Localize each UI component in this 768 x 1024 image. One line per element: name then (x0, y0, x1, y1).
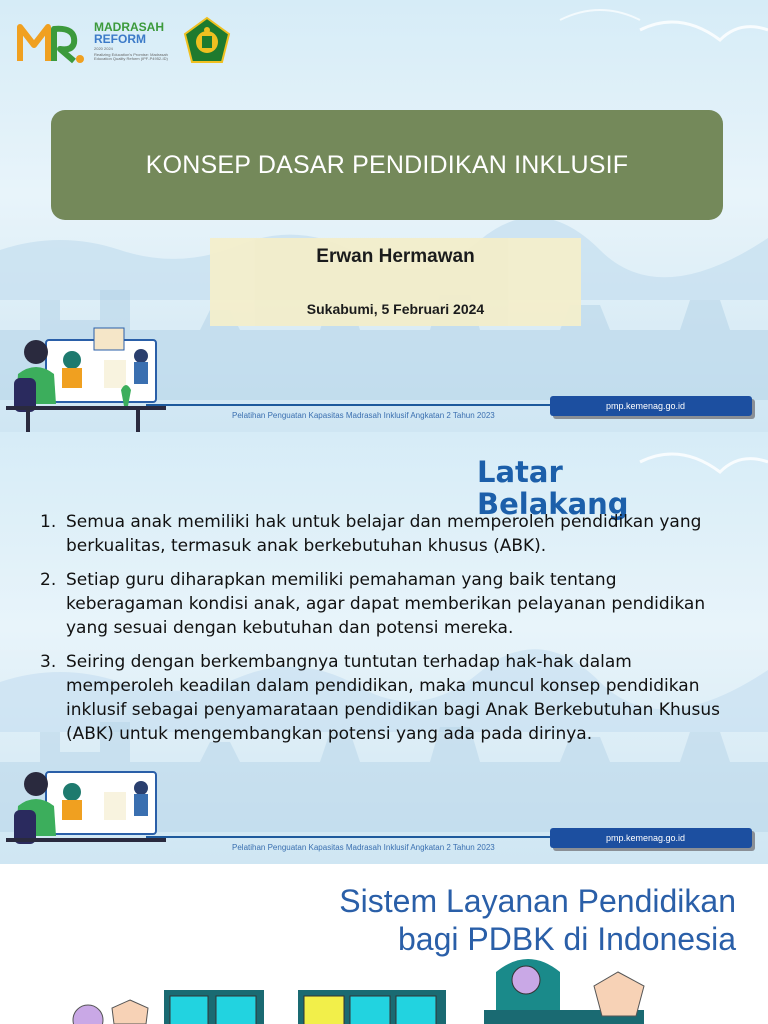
website-url[interactable]: pmp.kemenag.go.id (550, 828, 752, 848)
online-learning-illustration (6, 320, 166, 432)
title-banner (51, 110, 723, 220)
footer-divider (146, 836, 556, 838)
slide-title (339, 882, 736, 958)
author-name: Erwan Hermawan (316, 246, 475, 267)
list-item (40, 650, 730, 746)
website-url[interactable]: pmp.kemenag.go.id (550, 396, 752, 416)
author-card (210, 238, 581, 326)
footer-text: Pelatihan Penguatan Kapasitas Madrasah Inklusif Angkatan 2 Tahun 2023 (232, 843, 495, 852)
item-number: 2. (40, 570, 57, 590)
slide-latar-belakang (0, 432, 768, 864)
section-title-line2: Belakang (477, 487, 629, 521)
item-number: 1. (40, 512, 57, 532)
presentation-title: KONSEP DASAR PENDIDIKAN INKLUSIF (145, 150, 629, 179)
logo-tagline: Realizing Education's Promise: Madrasah Education Quality Reform (IPF-P4952-ID) (94, 52, 168, 61)
slide-sistem-layanan (0, 864, 768, 1024)
footer-text: Pelatihan Penguatan Kapasitas Madrasah Inklusif Angkatan 2 Tahun 2023 (232, 411, 495, 420)
madrasah-reform-logo (16, 16, 232, 66)
section-title-line1: Latar (477, 455, 563, 489)
logo-line2: REFORM (94, 32, 146, 46)
mr-logo-text (94, 21, 170, 61)
slide-title-line2: bagi PDBK di Indonesia (398, 921, 736, 957)
place-date: Sukabumi, 5 Februari 2024 (306, 301, 485, 317)
item-text: Seiring dengan berkembangnya tuntutan terhadap hak-hak dalam memperoleh keadilan dalam pendidikan, maka muncul konsep pendidikan inklusif sebagai penyamarataan pendidikan bagi Anak Berkebutuhan Khusus (ABK) untuk mengembangkan potensi yang ada pada dirinya. (66, 652, 720, 744)
item-text: Semua anak memiliki hak untuk belajar dan memperoleh pendidikan yang berkualitas, termasuk anak berkebutuhan khusus (ABK). (66, 512, 702, 556)
slide-title-line1: Sistem Layanan Pendidikan (339, 883, 736, 919)
logo-years: 2020 2024 (94, 46, 113, 51)
footer-divider (146, 404, 556, 406)
list-item (40, 510, 730, 558)
system-diagram-illustration (0, 952, 768, 1024)
kemenag-emblem-icon (182, 16, 232, 66)
list-item (40, 568, 730, 640)
online-learning-illustration (6, 752, 166, 864)
mr-logo-icon (16, 17, 86, 65)
background-points-list (40, 510, 730, 756)
item-number: 3. (40, 652, 57, 672)
logo-line1: MADRASAH (94, 20, 164, 34)
item-text: Setiap guru diharapkan memiliki pemahaman yang baik tentang keberagaman kondisi anak, agar dapat memberikan pelayanan pendidikan yang sesuai dengan kebutuhan dan potensi mereka. (66, 570, 706, 638)
slide-title (0, 0, 768, 432)
